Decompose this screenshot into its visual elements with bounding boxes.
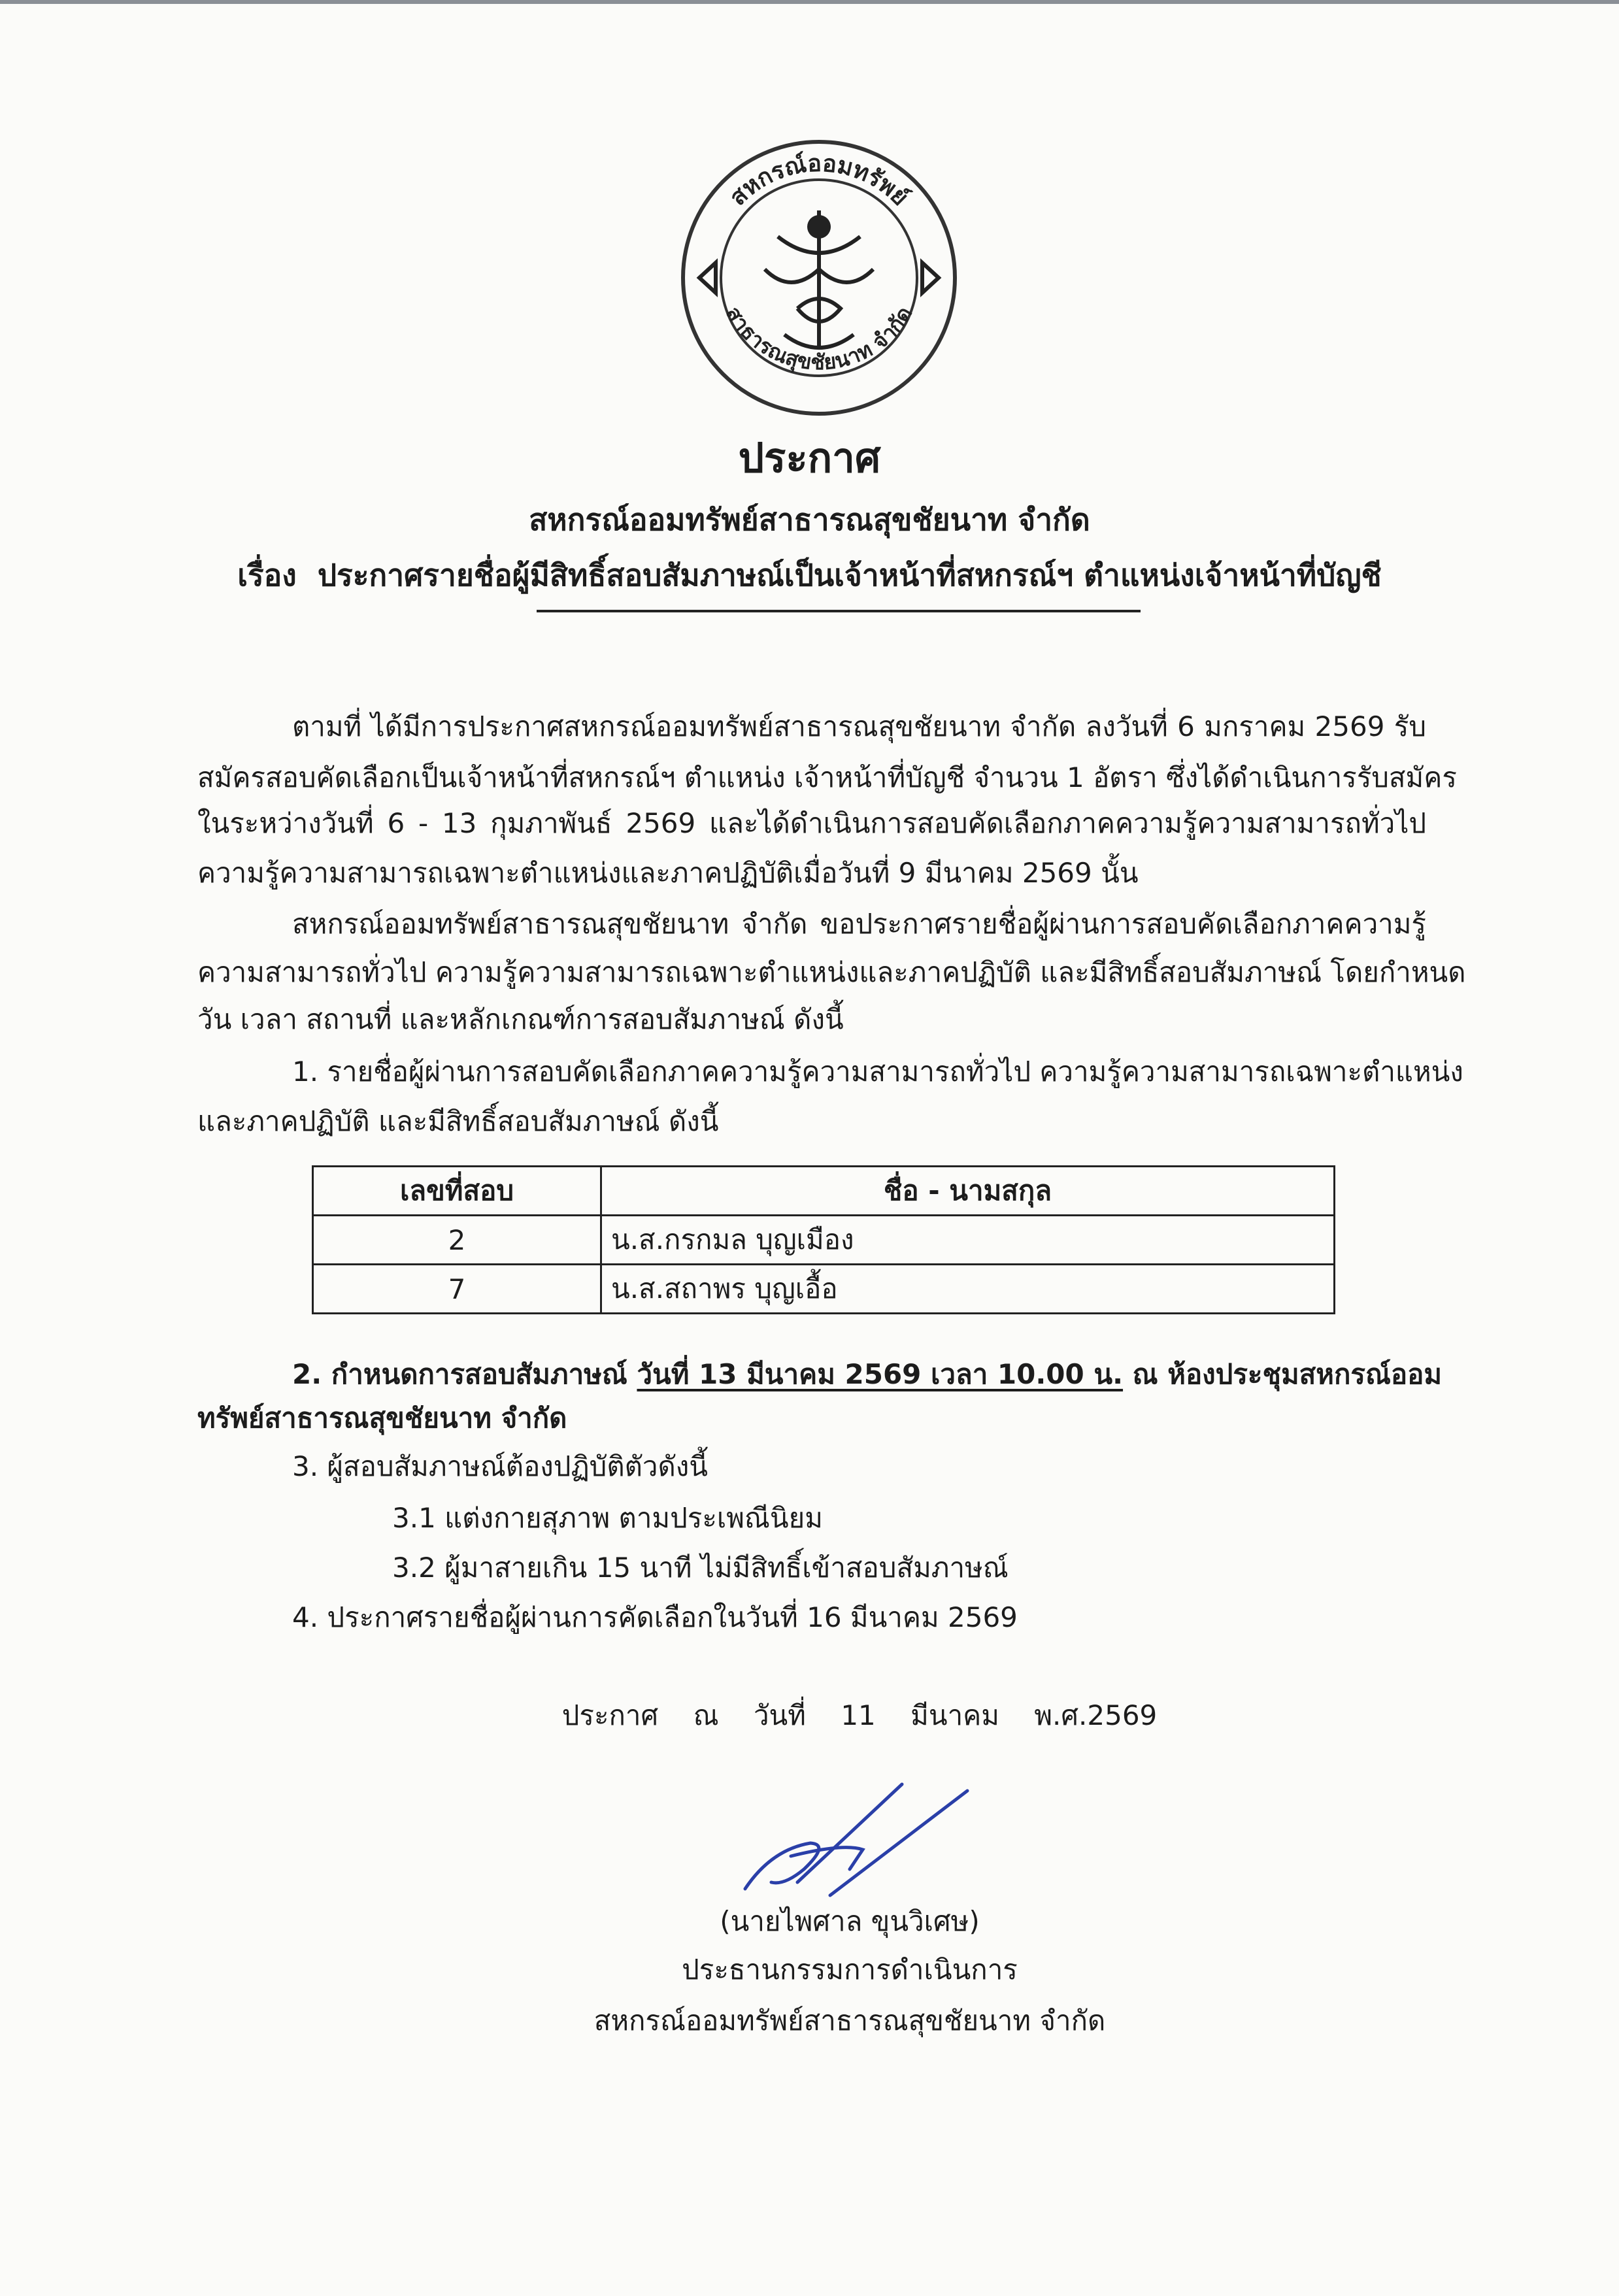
svg-text:สหกรณ์ออมทรัพย์: สหกรณ์ออมทรัพย์ xyxy=(724,150,914,211)
signatory-organization: สหกรณ์ออมทรัพย์สาธารณสุขชัยนาท จำกัด xyxy=(593,2005,1106,2037)
subject-label: เรื่อง xyxy=(237,557,297,593)
interview-datetime: วันที่ 13 มีนาคม 2569 เวลา 10.00 น. xyxy=(637,1358,1124,1390)
paragraph-2-line: สหกรณ์ออมทรัพย์สาธารณสุขชัยนาท จำกัด ขอประกาศรายชื่อผู้ผ่านการสอบคัดเลือกภาคความรู้ xyxy=(292,908,1426,940)
item-3-title: 3. ผู้สอบสัมภาษณ์ต้องปฏิบัติตัวดังนี้ xyxy=(292,1450,708,1482)
paragraph-1-line: สมัครสอบคัดเลือกเป็นเจ้าหน้าที่สหกรณ์ฯ ตำแหน่ง เจ้าหน้าที่บัญชี จำนวน 1 อัตรา ซึ่งได้ดำเนินการรับสมัคร xyxy=(197,761,1457,793)
paragraph-1-line: ตามที่ ได้มีการประกาศสหกรณ์ออมทรัพย์สาธารณสุขชัยนาท จำกัด ลงวันที่ 6 มกราคม 2569 รับ xyxy=(292,710,1426,742)
table-header-row xyxy=(313,1167,1335,1216)
paragraph-1-line: ในระหว่างวันที่ 6 - 13 กุมภาพันธ์ 2569 และได้ดำเนินการสอบคัดเลือกภาคความรู้ความสามารถทั่วไป xyxy=(197,807,1426,839)
paragraph-2-line: วัน เวลา สถานที่ และหลักเกณฑ์การสอบสัมภาษณ์ ดังนี้ xyxy=(197,1003,844,1035)
item-3-2: 3.2 ผู้มาสายเกิน 15 นาที ไม่มีสิทธิ์เข้าสอบสัมภาษณ์ xyxy=(392,1552,1009,1584)
column-header-exam-number: เลขที่สอบ xyxy=(313,1167,601,1216)
cooperative-seal-logo xyxy=(680,139,958,417)
item-2-line xyxy=(292,1355,1443,1394)
item-2-prefix: 2. กำหนดการสอบสัมภาษณ์ xyxy=(292,1358,637,1390)
signatory-position: ประธานกรรมการดำเนินการ xyxy=(682,1954,1018,1986)
signatory-name: (นายไพศาล ขุนวิเศษ) xyxy=(720,1905,980,1937)
subject-text: ประกาศรายชื่อผู้มีสิทธิ์สอบสัมภาษณ์เป็นเจ้าหน้าที่สหกรณ์ฯ ตำแหน่งเจ้าหน้าที่บัญชี xyxy=(317,557,1382,593)
item-1-line: และภาคปฏิบัติ และมีสิทธิ์สอบสัมภาษณ์ ดังนี้ xyxy=(197,1105,719,1137)
exam-number-cell: 7 xyxy=(313,1265,601,1314)
column-header-full-name: ชื่อ - นามสกุล xyxy=(601,1167,1335,1216)
handwritten-signature xyxy=(732,1771,980,1908)
title-divider xyxy=(537,610,1141,612)
candidate-table xyxy=(312,1165,1335,1314)
subject-line xyxy=(0,556,1619,595)
svg-text:สาธารณสุขชัยนาท จำกัด: สาธารณสุขชัยนาท จำกัด xyxy=(720,302,918,375)
exam-number-cell: 2 xyxy=(313,1216,601,1265)
item-3-1: 3.1 แต่งกายสุภาพ ตามประเพณีนิยม xyxy=(392,1502,823,1534)
item-1-line: 1. รายชื่อผู้ผ่านการสอบคัดเลือกภาคความรู้ความสามารถทั่วไป ความรู้ความสามารถเฉพาะตำแหน่ง xyxy=(292,1056,1463,1088)
organization-name: สหกรณ์ออมทรัพย์สาธารณสุขชัยนาท จำกัด xyxy=(529,502,1090,537)
table-row xyxy=(313,1216,1335,1265)
item-2-line-2: ทรัพย์สาธารณสุขชัยนาท จำกัด xyxy=(197,1402,567,1434)
full-name-cell: น.ส.สถาพร บุญเอื้อ xyxy=(601,1265,1335,1314)
full-name-cell: น.ส.กรกมล บุญเมือง xyxy=(601,1216,1335,1265)
document-title: ประกาศ xyxy=(738,434,881,482)
item-4: 4. ประกาศรายชื่อผู้ผ่านการคัดเลือกในวันที่ 16 มีนาคม 2569 xyxy=(292,1601,1018,1633)
table-row xyxy=(313,1265,1335,1314)
announcement-date: ประกาศ ณ วันที่ 11 มีนาคม พ.ศ.2569 xyxy=(561,1699,1158,1731)
item-2-suffix: ณ ห้องประชุมสหกรณ์ออม xyxy=(1123,1358,1443,1390)
scan-edge xyxy=(0,0,1619,4)
paragraph-1-line: ความรู้ความสามารถเฉพาะตำแหน่งและภาคปฏิบัติเมื่อวันที่ 9 มีนาคม 2569 นั้น xyxy=(197,857,1139,889)
paragraph-2-line: ความสามารถทั่วไป ความรู้ความสามารถเฉพาะตำแหน่งและภาคปฏิบัติ และมีสิทธิ์สอบสัมภาษณ์ โดยกำหนด xyxy=(197,956,1466,988)
